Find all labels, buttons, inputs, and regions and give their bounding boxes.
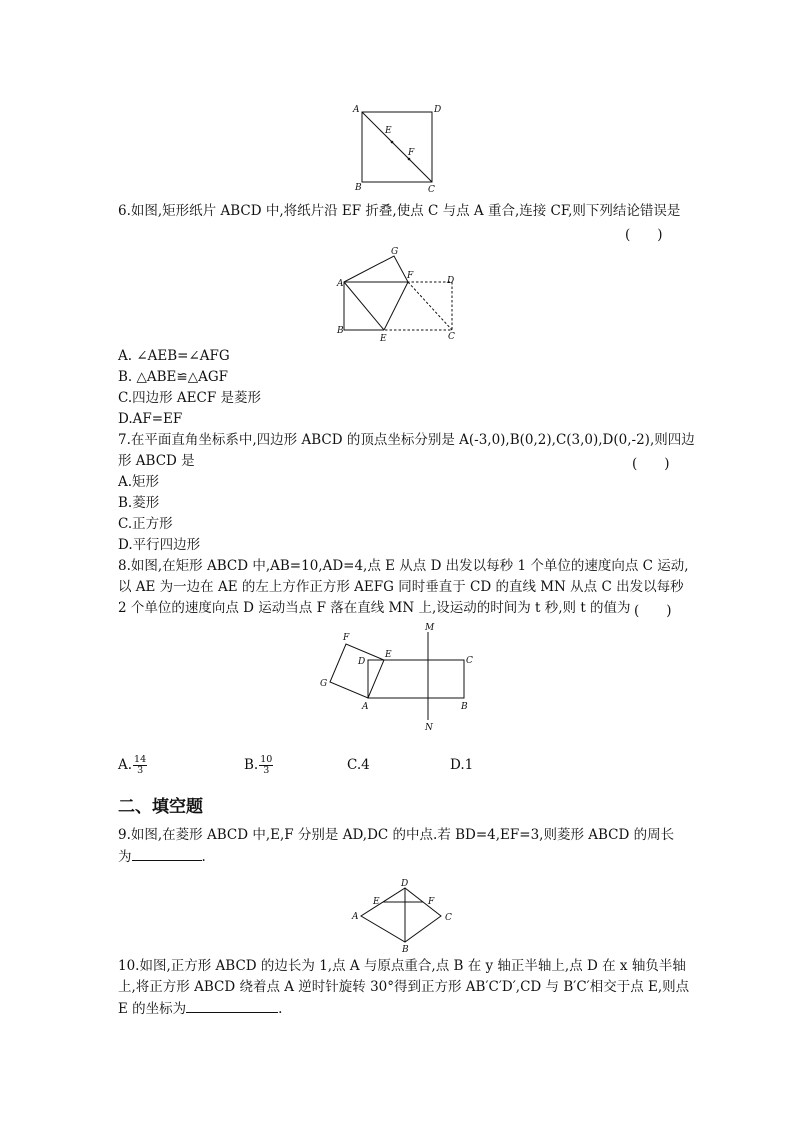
q10-text-line1: 10.如图,正方形 ABCD 的边长为 1,点 A 与原点重合,点 B 在 y 轴正半轴上,点 D 在 x 轴负半轴 bbox=[118, 958, 686, 974]
label-A: A bbox=[337, 279, 344, 289]
label-A: A bbox=[353, 105, 360, 115]
q8-text-line2: 以 AE 为一边在 AE 的左上方作正方形 AEFG 同时垂直于 CD 的直线 MN 从点 C 出发以每秒 bbox=[118, 579, 684, 595]
q8-option-c: C.4 bbox=[347, 757, 370, 773]
q6-option-d: D.AF=EF bbox=[118, 411, 183, 427]
label-M: M bbox=[425, 623, 435, 633]
answer-blank[interactable] bbox=[132, 846, 202, 861]
fraction: $\frac{10}{3}$ bbox=[260, 754, 273, 776]
label-F: F bbox=[428, 897, 435, 907]
label-D: D bbox=[401, 879, 409, 889]
q8-option-d: D.1 bbox=[450, 757, 474, 773]
q6-option-b: B. △ABE≌△AGF bbox=[118, 369, 229, 385]
q9-text-line1: 9.如图,在菱形 ABCD 中,E,F 分别是 AD,DC 的中点.若 BD=4,EF=3,则菱形 ABCD 的周长 bbox=[118, 827, 675, 843]
q10-text-line3: E 的坐标为 . bbox=[118, 998, 282, 1019]
figure-rhombus bbox=[345, 878, 465, 956]
fraction: $\frac{14}{3}$ bbox=[134, 754, 147, 776]
q9-text-line2: 为 . bbox=[118, 846, 206, 867]
q6-option-a: A. ∠AEB=∠AFG bbox=[118, 348, 230, 364]
label-B: B bbox=[355, 183, 362, 193]
q10-text-line2: 上,将正方形 ABCD 绕着点 A 逆时针旋转 30°得到正方形 AB′C′D′,CD 与 B′C′相交于点 E,则点 bbox=[118, 979, 690, 995]
label-D: D bbox=[447, 276, 455, 286]
label-B: B bbox=[461, 702, 468, 712]
q6-option-c: C.四边形 AECF 是菱形 bbox=[118, 390, 262, 406]
q8-answer-paren: ( ) bbox=[634, 603, 672, 619]
label-D: D bbox=[358, 657, 366, 667]
label-E: E bbox=[380, 334, 387, 344]
q7-option-a: A.矩形 bbox=[118, 474, 160, 490]
label-G: G bbox=[391, 247, 399, 257]
answer-blank[interactable] bbox=[186, 998, 278, 1013]
label-F: F bbox=[343, 633, 350, 643]
q6-text: 6.如图,矩形纸片 ABCD 中,将纸片沿 EF 折叠,使点 C 与点 A 重合,连接 CF,则下列结论错误是 bbox=[118, 203, 681, 219]
label-C: C bbox=[428, 185, 435, 195]
q6-answer-paren: ( ) bbox=[625, 227, 663, 243]
label-C: C bbox=[448, 332, 455, 342]
q7-answer-paren: ( ) bbox=[632, 456, 670, 472]
label-B: B bbox=[337, 326, 344, 336]
figure-square-diagonal bbox=[345, 100, 450, 195]
label-D: D bbox=[434, 105, 442, 115]
q8-option-a: A. $\frac{14}{3}$ bbox=[118, 754, 147, 776]
q8-text-line1: 8.如图,在矩形 ABCD 中,AB=10,AD=4,点 E 从点 D 出发以每秒 1 个单位的速度向点 C 运动, bbox=[118, 558, 689, 574]
label-C: C bbox=[445, 913, 452, 923]
label-F: F bbox=[408, 148, 415, 158]
q7-option-d: D.平行四边形 bbox=[118, 537, 201, 553]
q7-option-c: C.正方形 bbox=[118, 516, 173, 532]
figure-folded-rectangle bbox=[330, 240, 465, 345]
q8-options bbox=[118, 752, 518, 778]
label-E: E bbox=[385, 126, 392, 136]
label-C: C bbox=[466, 656, 473, 666]
label-B: B bbox=[402, 945, 409, 955]
q8-text-line3: 2 个单位的速度向点 D 运动当点 F 落在直线 MN 上,设运动的时间为 t 秒,则 t 的值为 bbox=[118, 600, 631, 616]
q7-text-line1: 7.在平面直角坐标系中,四边形 ABCD 的顶点坐标分别是 A(-3,0),B(0,2),C(3,0),D(0,-2),则四边 bbox=[118, 432, 695, 448]
figure-rectangle-square bbox=[312, 620, 482, 735]
label-A: A bbox=[362, 702, 369, 712]
q8-option-b: B. $\frac{10}{3}$ bbox=[244, 754, 273, 776]
label-G: G bbox=[320, 679, 328, 689]
label-E: E bbox=[373, 897, 380, 907]
section-title: 二、填空题 bbox=[118, 797, 203, 817]
q7-option-b: B.菱形 bbox=[118, 495, 160, 511]
label-A: A bbox=[352, 912, 359, 922]
label-N: N bbox=[425, 723, 433, 733]
q7-text-line2: 形 ABCD 是 bbox=[118, 453, 195, 469]
label-F: F bbox=[407, 271, 414, 281]
label-E: E bbox=[385, 650, 392, 660]
